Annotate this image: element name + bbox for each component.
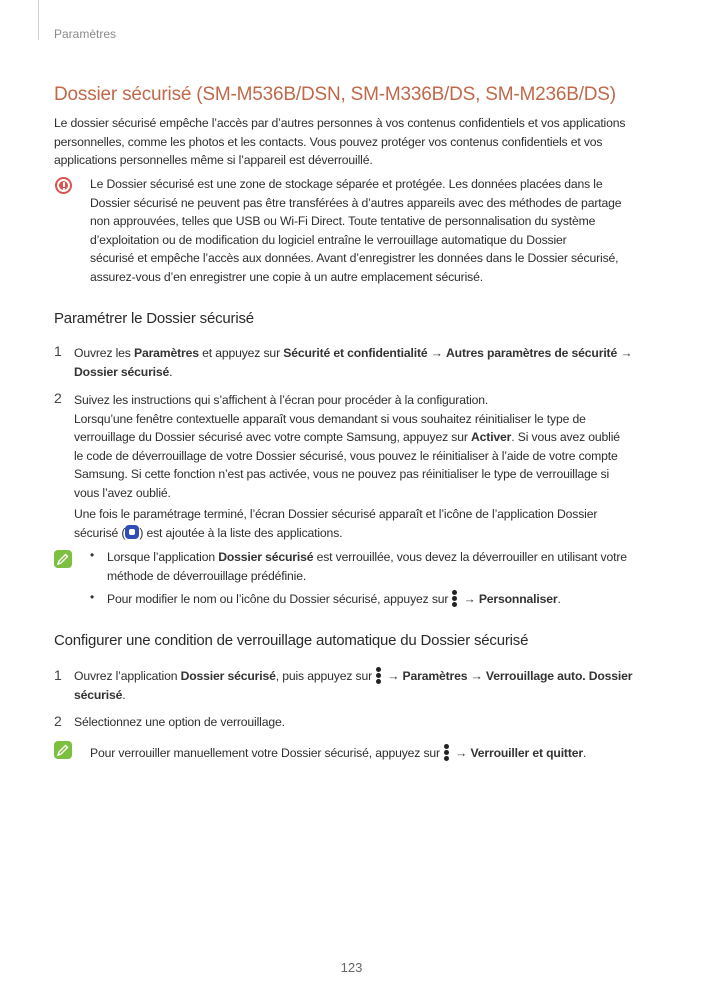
note-icon — [54, 550, 72, 568]
section2-note: Pour verrouiller manuellement votre Dossier sécurisé, appuyez sur → Verrouiller et quitter. — [90, 746, 587, 760]
warning-paragraph: Le Dossier sécurisé est une zone de stockage séparée et protégée. Les données placées dans le Dossier sécurisé ne peuvent pas être transférées à d’autres appareils avec des méthodes de partage non approuvées, telles que USB ou Wi-Fi Direct. Toute tentative de personnalisation du système d’exploitation ou de modification du logiciel entraîne le verrouillage automatique du Dossier sécurisé et empêche l’accès aux données. Avant d’enregistrer les données dans le Dossier sécurisé, assurez-vous d’en enregistrer une copie à un autre emplacement sécurisé. — [90, 177, 622, 284]
note-icon — [54, 741, 72, 759]
more-options-icon — [451, 590, 457, 606]
section-header: Paramètres — [54, 27, 117, 41]
step-number: 1 — [54, 667, 62, 683]
more-options-icon — [375, 667, 381, 683]
margin-rule — [38, 0, 39, 40]
page-number: 123 — [340, 960, 363, 975]
bullet-marker: • — [90, 548, 95, 562]
warning-icon — [55, 177, 72, 194]
bullet-marker: • — [90, 590, 95, 604]
note-bullet-1: Lorsque l’application Dossier sécurisé est verrouillée, vous devez la déverrouiller en utilisant votre méthode de déverrouillage prédéfinie. — [107, 550, 627, 583]
step-number: 1 — [54, 343, 62, 359]
secure-folder-app-icon — [125, 525, 139, 539]
note-bullet-2: Pour modifier le nom ou l’icône du Dossier sécurisé, appuyez sur → Personnaliser. — [107, 592, 561, 606]
more-options-icon — [443, 744, 449, 760]
section2-step1: Ouvrez l’application Dossier sécurisé, puis appuyez sur → Paramètres → Verrouillage auto. Dossier sécurisé. — [74, 669, 633, 702]
section1-heading: Paramétrer le Dossier sécurisé — [54, 310, 254, 327]
section1-step2: Suivez les instructions qui s’affichent à l’écran pour procéder à la configuration. Lorsqu’une fenêtre contextuelle apparaît vous demandant si vous souhaitez réinitialiser le type de verrouillage du Dossier sécurisé avec votre compte Samsung, appuyez sur Activer. Si vous avez oublié le code de déverrouillage de votre Dossier sécurisé, vous pouvez le réinitialiser à l’aide de votre compte Samsung. Si cette fonction n’est pas activée, vous ne pouvez pas réinitialiser le type de verrouillage si vous l’avez oublié. Une fois le paramétrage terminé, l’écran Dossier sécurisé apparaît et l’icône de l’application Dossier sécurisé ( ) est ajoutée à la liste des applications. — [74, 393, 620, 540]
page-title: Dossier sécurisé (SM-M536B/DSN, SM-M336B/DS, SM-M236B/DS) — [54, 84, 616, 105]
intro-paragraph: Le dossier sécurisé empêche l’accès par d’autres personnes à vos contenus confidentiels et vos applications personnelles, comme les photos et les contacts. Vous pouvez protéger vos contenus confidentiels et vos applications personnelles même si l’appareil est déverrouillé. — [54, 116, 626, 167]
step-number: 2 — [54, 390, 62, 406]
section2-step2: Sélectionnez une option de verrouillage. — [74, 715, 285, 729]
section2-heading: Configurer une condition de verrouillage automatique du Dossier sécurisé — [54, 632, 529, 649]
step-number: 2 — [54, 713, 62, 729]
section1-step1: Ouvrez les Paramètres et appuyez sur Sécurité et confidentialité → Autres paramètres de sécurité → Dossier sécurisé. — [74, 346, 633, 379]
